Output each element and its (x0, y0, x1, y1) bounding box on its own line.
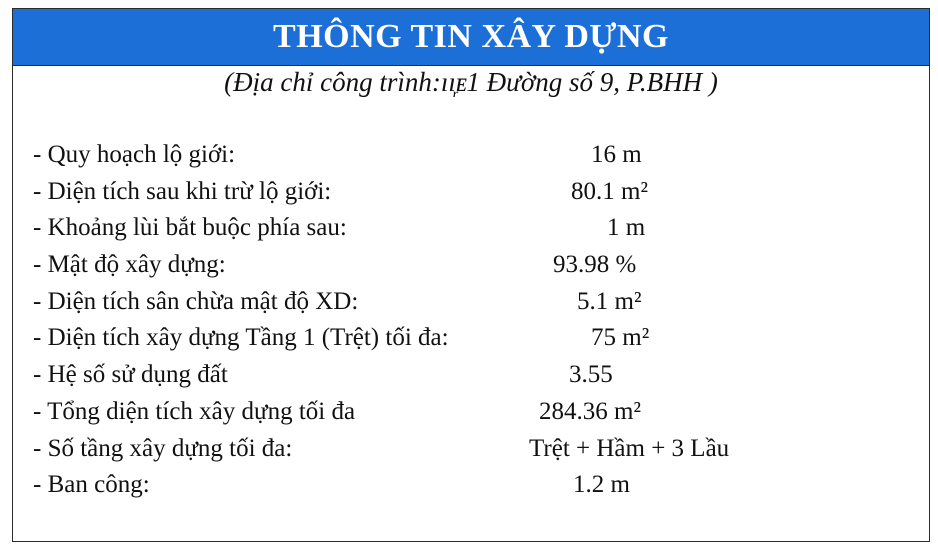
info-value: 80.1 m² (571, 177, 648, 205)
info-label: - Diện tích sân chừa mật độ XD: (33, 287, 359, 315)
address-subtitle: (Địa chỉ công trình:ıı᷊ᴇ1 Đường số 9, P.BHH ) (224, 67, 718, 97)
info-value: 75 m² (591, 324, 650, 352)
info-label: - Mật độ xây dựng: (33, 251, 226, 279)
info-card (12, 8, 930, 542)
title-bar (13, 9, 929, 66)
page-title: THÔNG TIN XÂY DỰNG (273, 18, 669, 55)
info-value: 16 m (591, 141, 642, 168)
info-row (33, 357, 913, 394)
info-label: - Số tầng xây dựng tối đa: (33, 434, 293, 462)
info-label: - Hệ số sử dụng đất (33, 361, 228, 389)
info-label: - Tổng diện tích xây dựng tối đa (33, 397, 356, 425)
info-value: 284.36 m² (539, 397, 641, 425)
info-row (33, 247, 913, 284)
info-value: 1.2 m (573, 471, 630, 499)
info-row (33, 431, 913, 468)
info-value: 3.55 (569, 361, 613, 389)
info-row (33, 174, 913, 211)
info-row (33, 394, 913, 431)
info-label: - Ban công: (33, 471, 150, 499)
info-label: - Diện tích sau khi trừ lộ giới: (33, 177, 332, 205)
info-label: - Khoảng lùi bắt buộc phía sau: (33, 214, 347, 242)
info-row (33, 467, 913, 504)
info-label: - Diện tích xây dựng Tầng 1 (Trệt) tối đa: (33, 324, 449, 352)
info-value: Trệt + Hầm + 3 Lầu (529, 434, 730, 462)
info-list (33, 137, 913, 504)
info-value: 93.98 % (553, 251, 637, 279)
info-row (33, 284, 913, 321)
info-value: 1 m (607, 214, 646, 242)
info-row (33, 320, 913, 357)
info-value: 5.1 m² (577, 287, 642, 315)
info-row (33, 137, 913, 174)
info-label: - Quy hoạch lộ giới: (33, 141, 236, 168)
info-row (33, 210, 913, 247)
